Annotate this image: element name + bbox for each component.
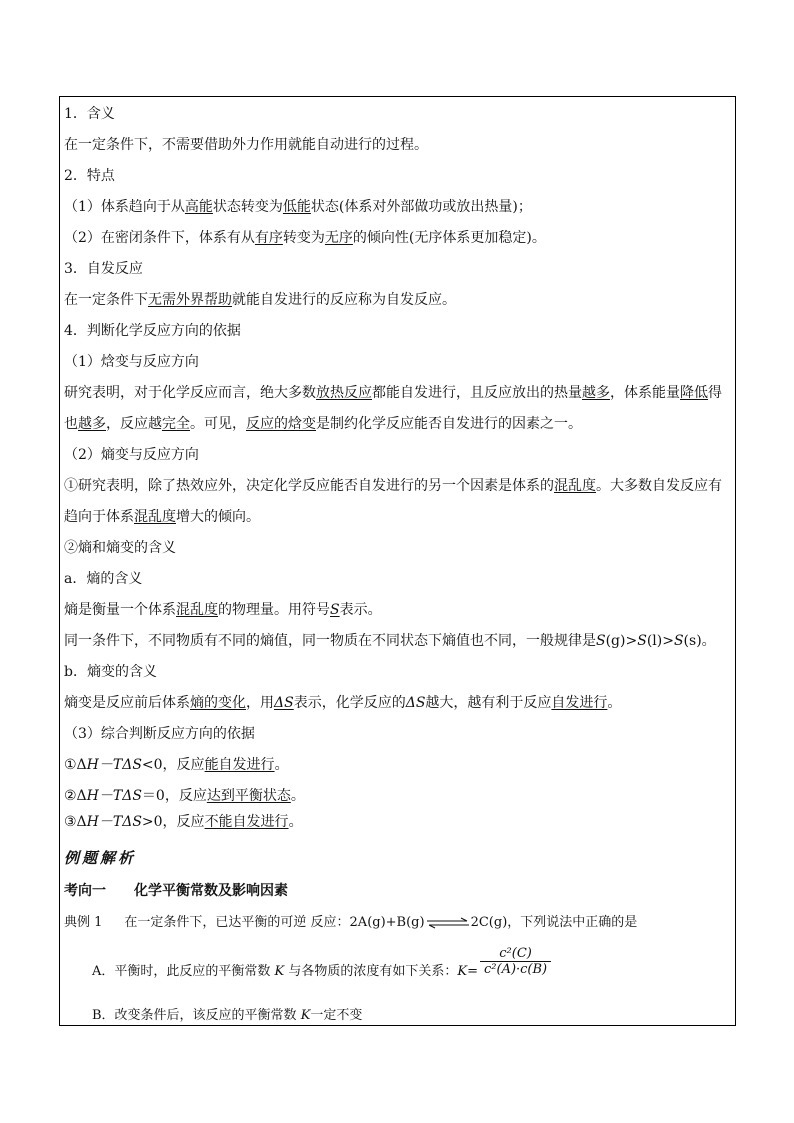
enthalpy-text-1: 研究表明，对于化学反应而言，绝大多数放热反应都能自发进行，且反应放出的热量越多，体系能量降低得: [64, 385, 722, 401]
example-1-question: 典例 1 在一定条件下，已达平衡的可逆 反应：2A(g)+B(g) 2C(g)，下列说法中正确的是: [64, 915, 638, 930]
option-b: B．改变条件后，该反应的平衡常数 K一定不变: [92, 1008, 363, 1023]
criterion-1: ①ΔH－TΔS<0，反应能自发进行。: [64, 757, 289, 773]
combined-heading: （3）综合判断反应方向的依据: [64, 726, 255, 742]
entropy-rule-text: 同一条件下，不同物质有不同的熵值，同一物质在不同状态下熵值也不同，一般规律是S(g)>S(l)>S(s)。: [64, 633, 716, 649]
section-title: 考向一 化学平衡常数及影响因素: [64, 883, 288, 899]
equilibrium-constant-fraction: c²(C) c²(A)·c(B): [480, 946, 551, 977]
equilibrium-arrow-icon: [425, 917, 471, 929]
feature-1: （1）体系趋向于从高能状态转变为低能状态(体系对外部做功或放出热量)；: [64, 199, 532, 215]
entropy-meaning-text: 熵是衡量一个体系混乱度的物理量。用符号S表示。: [64, 602, 382, 618]
item-3-text: 在一定条件下无需外界帮助就能自发进行的反应称为自发反应。: [64, 292, 456, 308]
example-analysis-heading: 例题解析: [64, 849, 137, 867]
item-2-title: 2．特点: [64, 168, 115, 184]
item-3-title: 3．自发反应: [64, 261, 143, 277]
entropy-change-title: b．熵变的含义: [64, 664, 157, 680]
item-4-title: 4．判断化学反应方向的依据: [64, 323, 241, 339]
enthalpy-text-2: 也越多，反应越完全。可见，反应的焓变是制约化学反应能否自发进行的因素之一。: [64, 416, 582, 432]
entropy-heading: （2）熵变与反应方向: [64, 447, 199, 463]
criterion-3: ③ΔH－TΔS>0，反应不能自发进行。: [64, 814, 303, 830]
item-1-text: 在一定条件下，不需要借助外力作用就能自动进行的过程。: [64, 137, 428, 153]
entropy-text-1: ①研究表明，除了热效应外，决定化学反应能否自发进行的另一个因素是体系的混乱度。大多数自发反应有: [64, 478, 722, 494]
feature-2: （2）在密闭条件下，体系有从有序转变为无序的倾向性(无序体系更加稳定)。: [64, 230, 546, 246]
entropy-text-2: 趋向于体系混乱度增大的倾向。: [64, 509, 260, 525]
enthalpy-heading: （1）焓变与反应方向: [64, 354, 199, 370]
criterion-2: ②ΔH－TΔS＝0，反应达到平衡状态。: [64, 788, 305, 804]
item-1-title: 1．含义: [64, 106, 115, 122]
entropy-def-heading: ②熵和熵变的含义: [64, 540, 176, 556]
option-a: A．平衡时，此反应的平衡常数 K 与各物质的浓度有如下关系：K=: [92, 964, 479, 979]
entropy-meaning-title: a．熵的含义: [64, 571, 143, 587]
entropy-change-text: 熵变是反应前后体系熵的变化，用ΔS表示，化学反应的ΔS越大，越有利于反应自发进行。: [64, 695, 622, 711]
